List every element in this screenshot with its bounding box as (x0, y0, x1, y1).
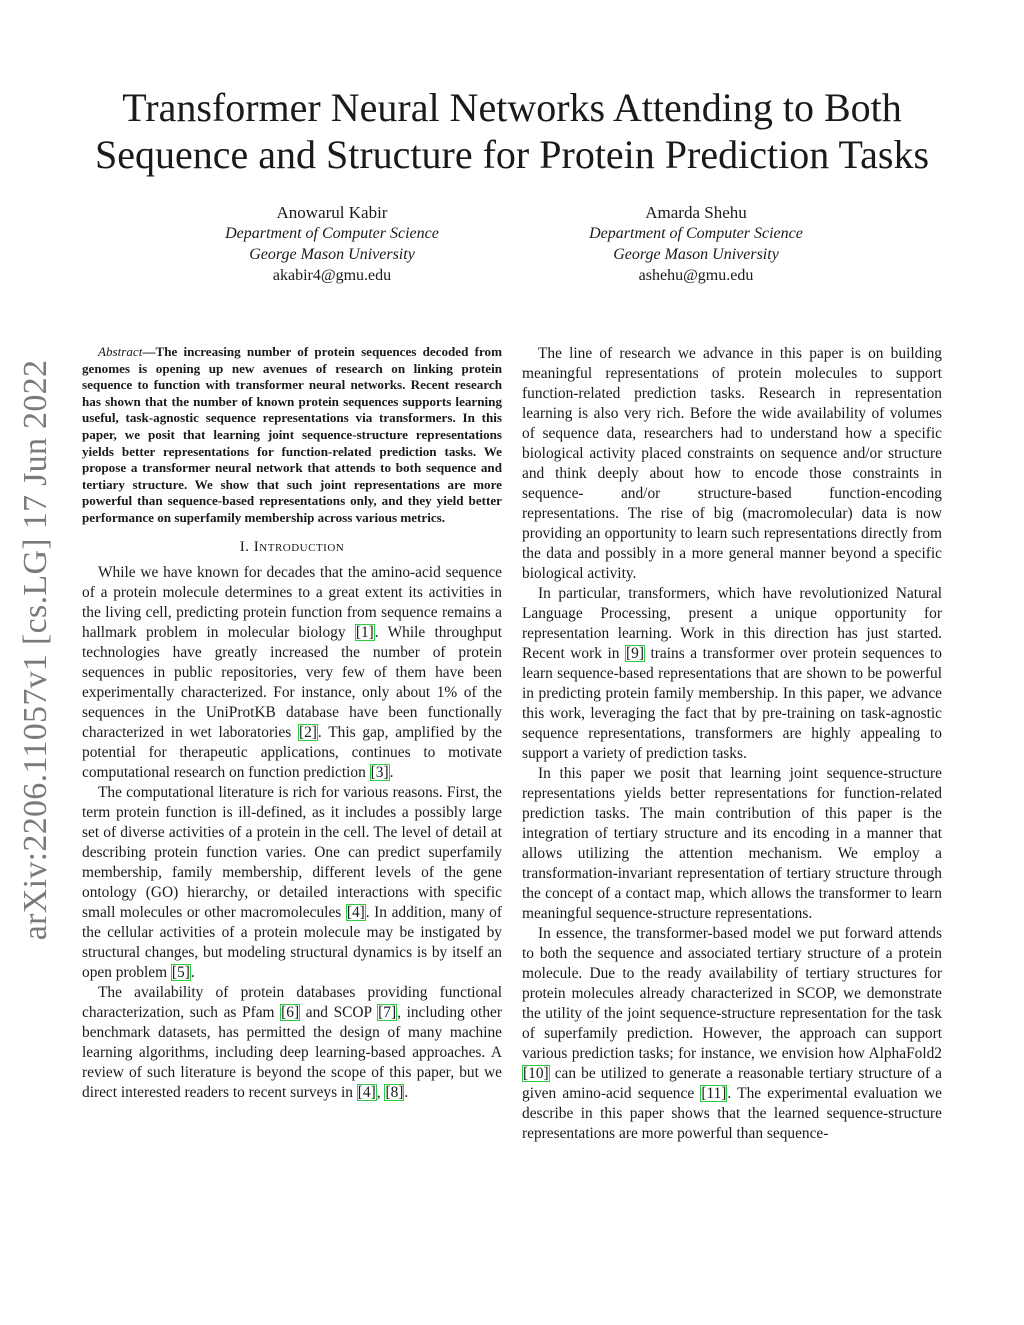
text-run: The line of research we advance in this paper is on building meaningful representations of protein molecules to support function-related prediction tasks. Research in representation learning is also very rich. Before the wide availability of volumes of sequence data, researchers had to understand how a specific biological activity placed constraints on sequence and/or structure and think deeply about how to encode those constraints in sequence- and/or structure-based function-encoding representations. The rise of big (macromolecular) data is now providing an opportunity to learn such representations directly from the data and possibly in a more general manner beyond a specific biological activity. (522, 345, 942, 582)
citation-link[interactable]: [6] (281, 1003, 300, 1021)
paragraph (82, 983, 502, 1103)
text-run: While we have known for decades that the amino-acid sequence of a protein molecule determines to a great extent its activities in the living cell, predicting protein function from sequence remains a hallmark problem in molecular biology (82, 563, 502, 641)
author-university: George Mason University (613, 246, 779, 263)
text-run: , (376, 1083, 385, 1101)
section-number: I. (239, 538, 254, 555)
author-name: Amarda Shehu (645, 203, 747, 222)
text-run: The computational literature is rich for various reasons. First, the term protein function is ill-defined, as it includes a possibly large set of diverse activities of a protein in the cell. The level of detail at describing protein function varies. One can predict superfamily membership, family membership, different levels of the gene ontology (GO) hierarchy, or detailed interactions with specific small molecules or other macromolecules (82, 783, 502, 921)
citation-link[interactable]: [7] (378, 1003, 397, 1021)
left-column (82, 344, 502, 1103)
citation-link[interactable]: [2] (298, 723, 317, 741)
author-email: akabir4@gmu.edu (272, 267, 392, 284)
text-run: . (389, 763, 394, 781)
author-name: Anowarul Kabir (276, 203, 388, 222)
text-run: . While throughput technologies have greatly increased the number of protein sequences in public repositories, very few of them have been experimentally characterized. For instance, only about 1% of the sequences in the UniProtKB database have been functionally characterized in wet laboratories (82, 623, 502, 741)
paragraph (82, 783, 502, 983)
title-line-1: Transformer Neural Networks Attending to Both (122, 85, 902, 130)
citation-link[interactable]: [9] (626, 645, 644, 662)
section-title: Introduction (253, 538, 345, 555)
text-run: . This gap, amplified by the potential for therapeutic applications, continues to motivate computational research on function prediction (82, 723, 502, 781)
paragraph (522, 924, 942, 1144)
paragraph (82, 563, 502, 783)
author-department: Department of Computer Science (225, 225, 439, 242)
text-run: can be utilized to generate a reasonable tertiary structure of a given amino-acid sequence (522, 1065, 942, 1102)
citation-link[interactable]: [5] (171, 963, 190, 981)
citation-link[interactable]: [4] (346, 903, 365, 921)
abstract (82, 344, 502, 527)
text-run: In particular, transformers, which have revolutionized Natural Language Processing, present a unique opportunity for representation learning. Work in this direction has just started. Recent work in (522, 585, 942, 662)
arxiv-identifier (11, 350, 61, 950)
author-block-1 (162, 202, 502, 286)
title-line-2: Sequence and Structure for Protein Prediction Tasks (94, 132, 930, 177)
paragraph (522, 344, 942, 584)
section-heading-introduction (82, 537, 502, 557)
citation-link[interactable]: [10] (523, 1065, 549, 1082)
text-run: In this paper we posit that learning joint sequence-structure representations yields better representations for function-related prediction tasks. The main contribution of this paper is the integration of tertiary structure and its encoding in a manner that allows utilizing the attention mechanism. We employ a transformation-invariant representation of tertiary structure through the concept of a contact map, which allows the transformer to learn meaningful sequence-structure representations. (522, 765, 942, 922)
paragraph (522, 584, 942, 764)
paragraph (522, 764, 942, 924)
arxiv-identifier-text: arXiv:2206.11057v1 [cs.LG] 17 Jun 2022 (17, 359, 54, 941)
text-run: . In addition, many of the cellular activities of a protein molecule may be instigated by structural changes, but modeling structural dynamics is by itself an open problem (82, 903, 502, 981)
author-department: Department of Computer Science (589, 225, 803, 242)
text-run: , including other benchmark datasets, has permitted the design of many machine learning algorithms, including deep learning-based approaches. A review of such literature is beyond the scope of this paper, but we direct interested readers to recent surveys in (82, 1003, 502, 1101)
citation-link[interactable]: [8] (385, 1083, 404, 1101)
citation-link[interactable]: [1] (355, 623, 374, 641)
right-column (522, 344, 942, 1144)
author-email: ashehu@gmu.edu (638, 267, 754, 284)
paper-title (60, 84, 964, 178)
text-run: . (404, 1083, 409, 1101)
text-run: trains a transformer over protein sequences to learn sequence-based representations that are shown to be powerful in predicting protein family membership. In this paper, we advance this work, leveraging the fact that by pre-training on task-agnostic sequence representations, transformers are highly appealing to support a variety of prediction tasks. (522, 645, 942, 762)
citation-link[interactable]: [3] (370, 763, 389, 781)
abstract-label: Abstract (98, 344, 143, 359)
text-run: and SCOP (300, 1003, 378, 1021)
text-run: In essence, the transformer-based model we put forward attends to both the sequence and associated tertiary structure of a protein molecule. Due to the ready availability of tertiary structures for protein molecules already characterized in SCOP, we demonstrate the utility of the joint sequence-structure representation for the task of superfamily prediction. However, the approach can support various prediction tasks; for instance, we envision how AlphaFold2 (522, 925, 942, 1062)
text-run: . The experimental evaluation we describe in this paper shows that the learned sequence-structure representations are more powerful than sequence- (522, 1085, 942, 1142)
citation-link[interactable]: [11] (701, 1085, 727, 1102)
author-block-2 (526, 202, 866, 286)
author-university: George Mason University (249, 246, 415, 263)
citation-link[interactable]: [4] (357, 1083, 376, 1101)
text-run: . (190, 963, 195, 981)
text-run: The availability of protein databases providing functional characterization, such as Pfam (82, 983, 502, 1021)
abstract-text: —The increasing number of protein sequences decoded from genomes is opening up new avenues of research on linking protein sequence to function with transformer neural networks. Recent research has shown that the number of known protein sequences supports learning useful, task-agnostic sequence representations via transformers. In this paper, we posit that learning joint sequence-structure representations yields better representations for function-related prediction tasks. We propose a transformer neural network that attends to both sequence and tertiary structure. We show that such joint representations are more powerful than sequence-based representations only, and they yield better performance on superfamily membership across various metrics. (82, 344, 502, 525)
